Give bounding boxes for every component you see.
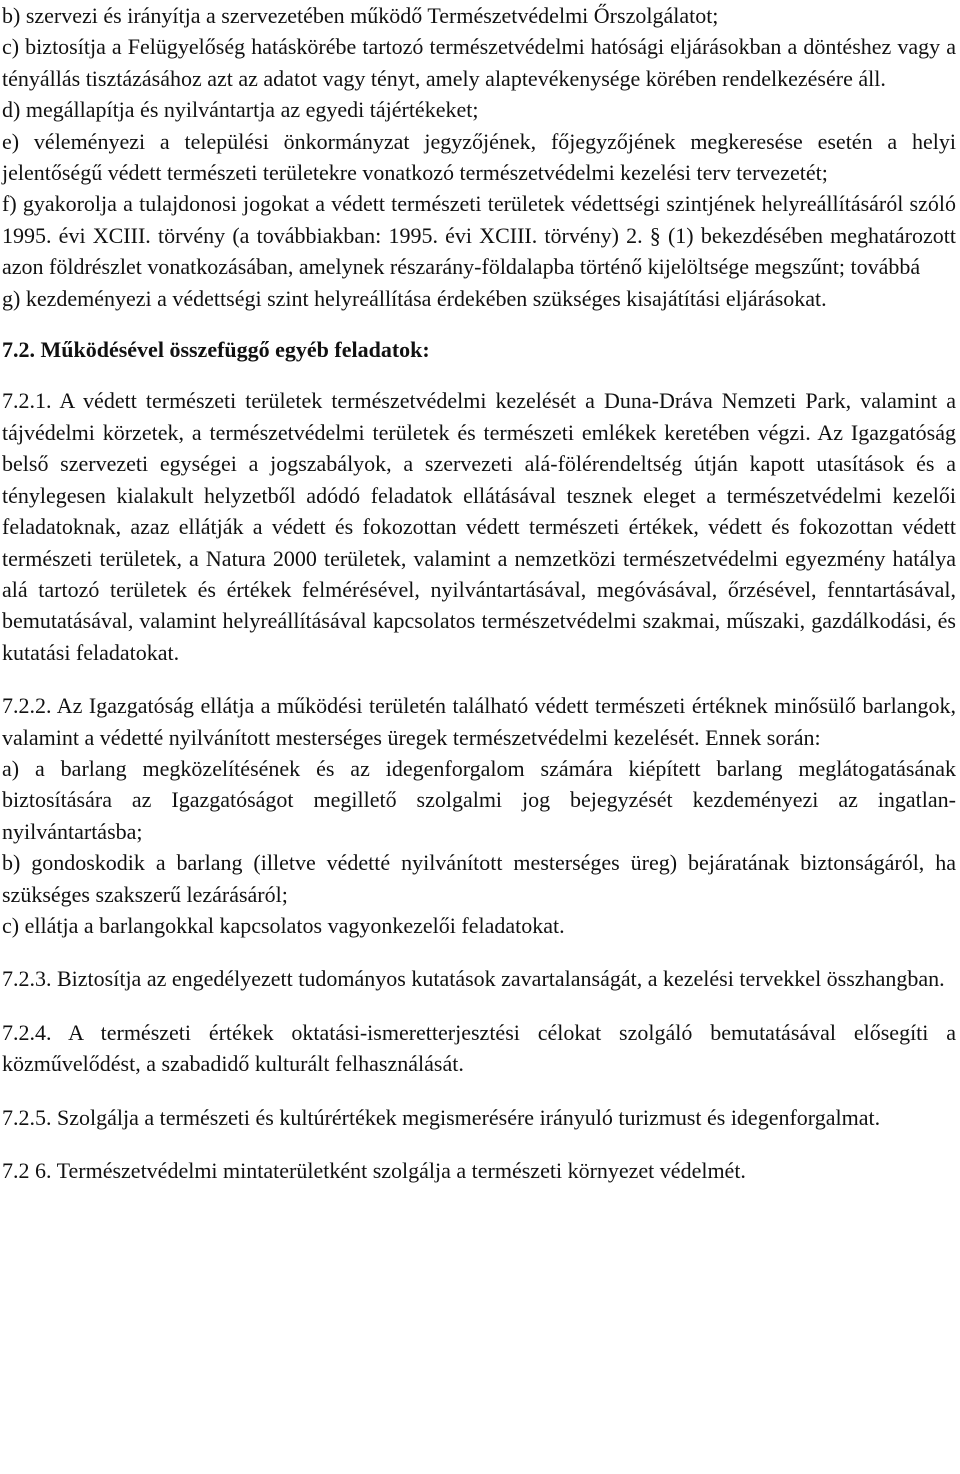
item-d: d) megállapítja és nyilvántartja az egyedi tájértékeket;: [2, 97, 479, 123]
section-heading: 7.2. Működésével összefüggő egyéb feladatok:: [2, 337, 430, 363]
section-7-2-2-a: a) a barlang megközelítésének és az idegenforgalom számára kiépített barlang meglátogatásának biztosítására az Igazgatóságot megillető szolgalmi jog bejegyzését kezdeményezi az ingatlan-nyilvántartásba;: [2, 755, 956, 844]
item-b: b) szervezi és irányítja a szervezetében működő Természetvédelmi Őrszolgálatot;: [2, 3, 719, 28]
section-7-2-6: 7.2 6. Természetvédelmi mintaterületként szolgálja a természeti környezet védelmét.: [2, 1158, 746, 1183]
section-7-2-2-b: b) gondoskodik a barlang (illetve védetté nyilvánított mesterséges üreg) bejáratának biztonságáról, ha szükséges szakszerű lezárásáról;: [2, 850, 956, 907]
section-7-2-1: 7.2.1. A védett természeti területek természetvédelmi kezelését a Duna-Dráva Nemzeti Park, valamint a tájvédelmi körzetek, a természetvédelmi területek és természeti emlékek keretében végzi. Az Igazgatóság belső szervezeti egységei a jogszabályok, a szervezeti alá-fölérendeltség útján kapott utasítások és a ténylegesen kialakult helyzetből adódó feladatok ellátásával tesznek eleget a természetvédelmi kezelői feladatoknak, azaz ellátják a védett és fokozottan védett természeti értékek, védett és fokozottan védett természeti területek, a Natura 2000 területek, valamint a nemzetközi természetvédelmi egyezmény hatálya alá tartozó területek és értékek felmérésével, nyilvántartásával, megóvásával, őrzésével, fenntartásával, bemutatásával, valamint helyreállításával kapcsolatos természetvédelmi szakmai, műszaki, gazdálkodási, és kutatási feladatokat.: [2, 388, 956, 665]
item-g: g) kezdeményezi a védettségi szint helyreállítása érdekében szükséges kisajátítási eljárásokat.: [2, 285, 827, 311]
item-e: e) véleményezi a települési önkormányzat jegyzőjének, főjegyzőjének megkeresése esetén a helyi jelentőségű védett természeti területekre vonatkozó természetvédelmi kezelési terv tervezetét;: [2, 128, 956, 186]
section-7-2-3: 7.2.3. Biztosítja az engedélyezett tudományos kutatások zavartalanságát, a kezelési tervekkel összhangban.: [2, 966, 945, 992]
section-7-2-4: 7.2.4. A természeti értékek oktatási-ismeretterjesztési célokat szolgáló bemutatásával elősegíti a közművelődést, a szabadidő kulturált felhasználását.: [2, 1019, 956, 1077]
item-f: f) gyakorolja a tulajdonosi jogokat a védett természeti területek védettségi szintjének helyreállításáról szóló 1995. évi XCIII. törvény (a továbbiakban: 1995. évi XCIII. törvény) 2. § (1) bekezdésében meghatározott azon földrészlet vonatkozásában, amelynek részarány-földalapba történő kijelöltsége megszűnt; továbbá: [2, 191, 956, 280]
section-7-2-5: 7.2.5. Szolgálja a természeti és kultúrértékek megismerésére irányuló turizmust és idegenforgalmat.: [2, 1104, 881, 1130]
document-page: [2, 0, 956, 1186]
item-c: c) biztosítja a Felügyelőség hatáskörébe tartozó természetvédelmi hatósági eljárásokban a döntéshez vagy a tényállás tisztázásához azt az adatot vagy tényt, amely alaptevékenysége körében rendelkezésére áll.: [2, 34, 956, 91]
section-7-2-2-intro: 7.2.2. Az Igazgatóság ellátja a működési területén található védett természeti értéknek minősülő barlangok, valamint a védetté nyilvánított mesterséges üregek természetvédelmi kezelését. Ennek során:: [2, 693, 956, 750]
section-7-2-2-c: c) ellátja a barlangokkal kapcsolatos vagyonkezelői feladatokat.: [2, 912, 565, 938]
